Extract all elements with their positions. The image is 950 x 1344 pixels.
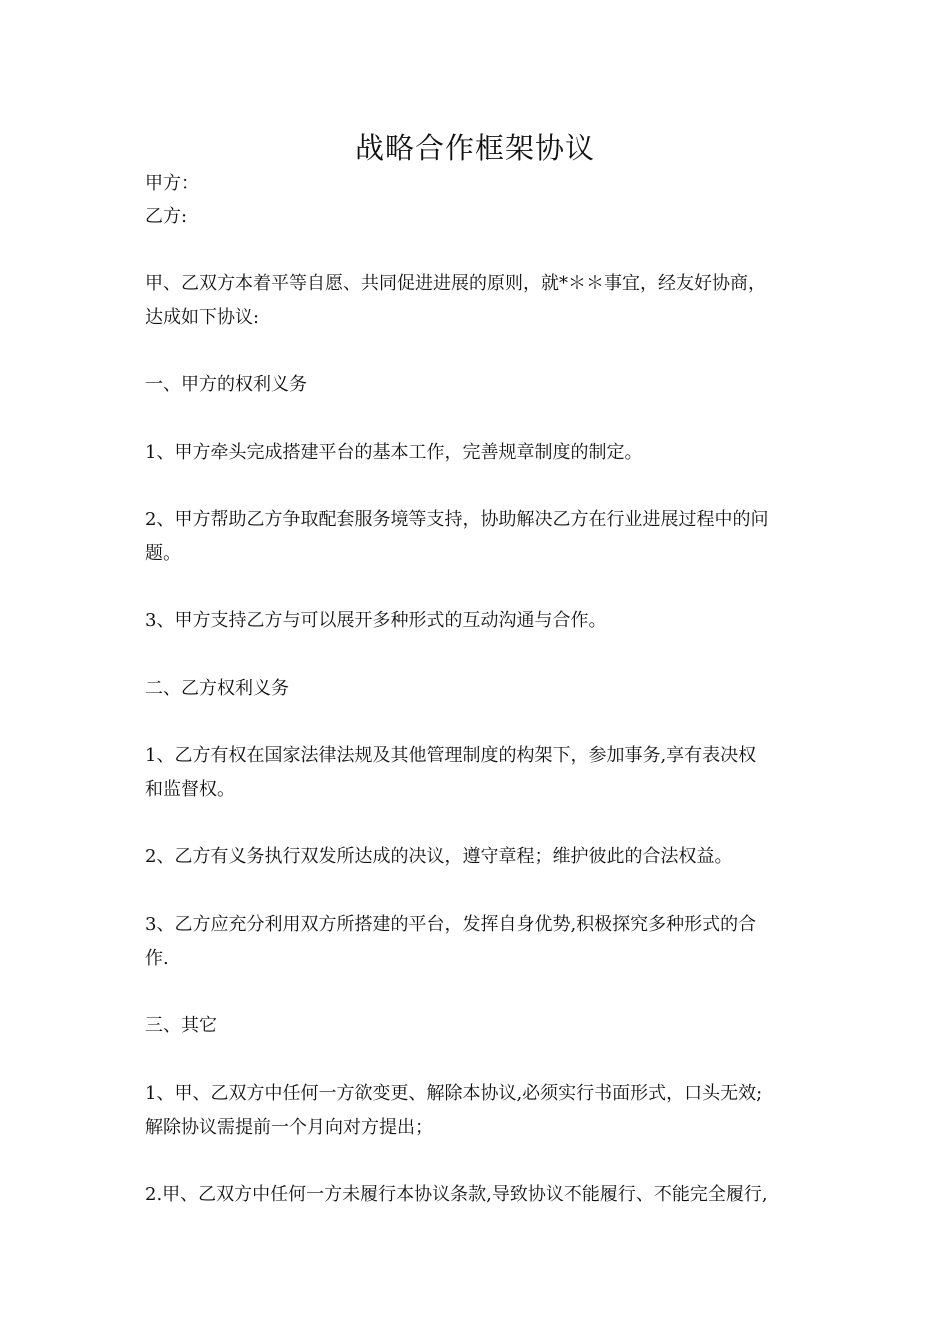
intro-line-2: 达成如下协议: [145, 307, 260, 328]
party-a-label: 甲方： [145, 173, 199, 194]
section3-item2-line1: 2.甲、乙双方中任何一方未履行本协议条款,导致协议不能履行、不能完全履行, [145, 1184, 768, 1205]
section2-item2-line1: 2、乙方有义务执行双发所达成的决议，遵守章程；维护彼此的合法权益。 [145, 846, 733, 867]
section2-item3-line2: 作. [145, 948, 169, 969]
section1-item1-line1: 1、甲方牵头完成搭建平台的基本工作，完善规章制度的制定。 [145, 442, 643, 463]
section1-item2-line2: 题。 [145, 543, 181, 564]
intro-line-1: 甲、乙双方本着平等自愿、共同促进进展的原则，就*＊＊事宜，经友好协商， [145, 273, 766, 294]
section-heading-2: 二、乙方权利义务 [145, 678, 289, 699]
section2-item3-line1: 3、乙方应充分利用双方所搭建的平台，发挥自身优势,积极探究多种形式的合 [145, 914, 757, 935]
section-heading-1: 一、甲方的权利义务 [145, 374, 307, 395]
section1-item3-line1: 3、甲方支持乙方与可以展开多种形式的互动沟通与合作。 [145, 610, 607, 631]
document-title: 战略合作框架协议 [354, 131, 595, 165]
section3-item1-line1: 1、甲、乙双方中任何一方欲变更、解除本协议,必须实行书面形式，口头无效; [145, 1083, 763, 1104]
section2-item1-line2: 和监督权。 [145, 779, 235, 800]
section3-item1-line2: 解除协议需提前一个月向对方提出； [145, 1117, 433, 1138]
party-b-label: 乙方: [145, 206, 188, 227]
section1-item2-line1: 2、甲方帮助乙方争取配套服务境等支持，协助解决乙方在行业进展过程中的问 [145, 509, 769, 530]
section2-item1-line1: 1、乙方有权在国家法律法规及其他管理制度的构架下，参加事务,享有表决权 [145, 745, 757, 766]
section-heading-3: 三、其它 [145, 1015, 217, 1036]
